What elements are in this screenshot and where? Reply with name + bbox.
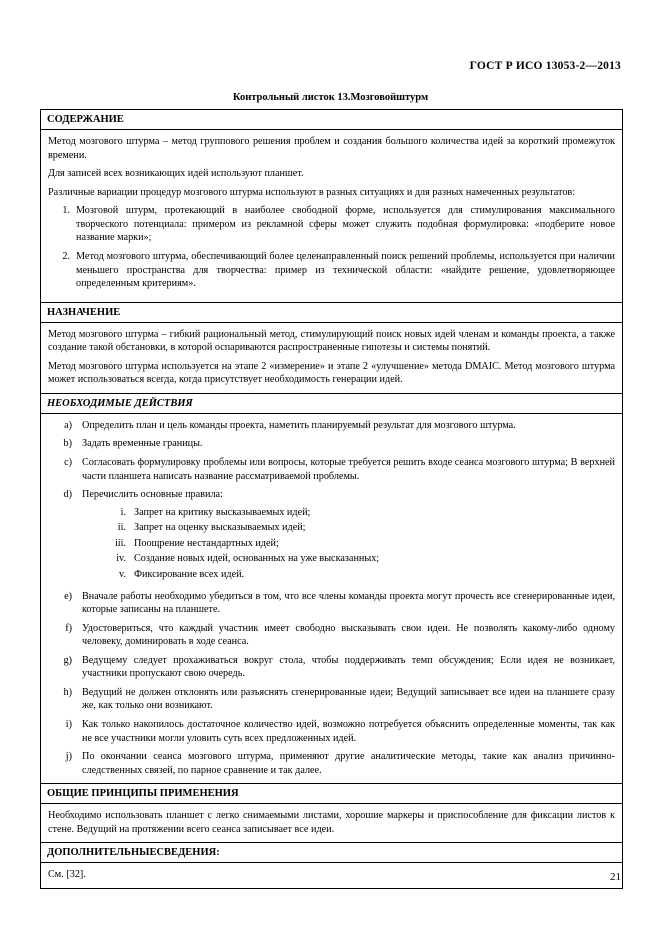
section-general-principles-title: ОБЩИЕ ПРИНЦИПЫ ПРИМЕНЕНИЯ xyxy=(41,784,622,804)
list-item-text: Удостовериться, что каждый участник имеет свободно высказывать свои идеи. Не позволять какому-либо одному человеку, доминировать в ходе сеанса. xyxy=(82,622,615,648)
list-item-text: Вначале работы необходимо убедиться в том, что все члены команды проекта могут прочесть все сгенерированные идеи, которые записаны на планшете. xyxy=(82,590,615,616)
page-number: 21 xyxy=(610,871,621,883)
list-marker: h) xyxy=(63,686,72,698)
list-item xyxy=(48,654,615,681)
section-purpose-body xyxy=(41,323,622,393)
list-item xyxy=(48,590,615,617)
list-item-text: Как только накопилось достаточное количество идей, возможно потребуется объяснить определенные моменты, так как не все участники могли уловить суть всех предложенных идей. xyxy=(82,719,615,744)
list-marker: e) xyxy=(64,590,72,602)
sub-list-item xyxy=(82,552,615,566)
section-general-principles-body xyxy=(41,804,622,842)
sub-list-item-text: Запрет на критику высказываемых идей; xyxy=(134,506,311,518)
list-item xyxy=(48,750,615,777)
list-item-text: Мозговой штурм, протекающий в наиболее свободной форме, используется для стимулирования максимального творческого потенциала: примером из рекламной сферы может служить подобная формулировка: «подберите новое название марки»; xyxy=(76,205,615,244)
sub-list-item-text: Фиксирование всех идей. xyxy=(134,568,245,580)
section-content xyxy=(41,110,622,303)
actions-list xyxy=(48,419,615,777)
section-additional-info-body xyxy=(41,863,622,888)
section-content-body xyxy=(41,130,622,302)
list-item-text xyxy=(82,488,615,584)
list-item xyxy=(48,419,615,433)
list-marker: j) xyxy=(65,751,72,763)
list-item-lead: Перечислить основные правила: xyxy=(82,489,223,501)
list-item-text: По окончании сеанса мозгового штурма, применяют другие аналитические методы, такие как анализ причинно-следственных связей, по парное сравнение и так далее. xyxy=(82,751,615,776)
standard-reference: ГОСТ Р ИСО 13053-2—2013 xyxy=(469,60,621,72)
list-item xyxy=(48,622,615,649)
paragraph: Различные вариации процедур мозгового штурма используют в разных ситуациях и для разных намеченных результатов: xyxy=(48,186,576,198)
paragraph: Метод мозгового штурма используется на этапе 2 «измерение» и этапе 2 «улучшение» метода DMAIC. Метод мозгового штурма может использоваться всегда, когда присутствует необходимость генерации идей. xyxy=(48,360,615,386)
list-marker: 2. xyxy=(62,250,70,262)
section-purpose xyxy=(41,303,622,394)
paragraph: Для записей всех возникающих идей используют планшет. xyxy=(48,168,304,180)
section-additional-info xyxy=(41,843,622,888)
sub-list-marker: iv. xyxy=(116,553,126,565)
list-marker: c) xyxy=(64,457,72,468)
list-marker: 1. xyxy=(62,205,70,217)
list-item xyxy=(48,686,615,713)
list-item xyxy=(48,250,615,291)
list-marker: g) xyxy=(63,654,72,666)
section-purpose-title: НАЗНАЧЕНИЕ xyxy=(41,303,622,323)
list-item-text: Согласовать формулировку проблемы или вопросы, которые требуется решить входе сеанса мозгового штурма; В верхней части планшета написать название рассматриваемой проблемы. xyxy=(82,457,615,482)
list-item-text: Ведущий не должен отклонять или разъяснять сгенерированные идеи; Ведущий записывает все идеи на планшете сразу же, как только они возникают. xyxy=(82,686,615,712)
section-required-actions-title: НЕОБХОДИМЫЕ ДЕЙСТВИЯ xyxy=(41,394,622,414)
paragraph: См. [32]. xyxy=(48,869,86,881)
section-general-principles xyxy=(41,784,622,843)
sub-list-item xyxy=(82,537,615,551)
list-marker: f) xyxy=(65,622,72,634)
list-item xyxy=(48,718,615,745)
rules-sublist xyxy=(82,506,615,582)
list-item xyxy=(48,437,615,451)
list-marker: b) xyxy=(63,438,72,450)
sub-list-marker: ii. xyxy=(117,522,126,534)
paragraph: Необходимо использовать планшет с легко снимаемыми листами, хорошие маркеры и приспособление для фиксации листов к стене. Ведущий на протяжении всего сеанса записывает все идеи. xyxy=(48,810,615,835)
list-item-text: Задать временные границы. xyxy=(82,438,203,450)
sub-list-marker: iii. xyxy=(114,537,126,549)
paragraph: Метод мозгового штурма – гибкий рациональный метод, стимулирующий поиск новых идей членам и команды проекта, а также создание такой обстановки, в которой оспариваются распространенные гипотезы и системы понятий. xyxy=(48,328,615,354)
sub-list-item xyxy=(82,568,615,582)
list-marker: i) xyxy=(65,719,72,730)
sub-list-item xyxy=(82,521,615,535)
checklist-title: Контрольный листок 13.Мозговойштурм xyxy=(232,92,429,103)
checklist-table xyxy=(40,109,623,889)
sub-list-item-text: Запрет на оценку высказываемых идей; xyxy=(134,522,306,534)
sub-list-item xyxy=(82,506,615,520)
list-item xyxy=(48,204,615,245)
paragraph: Метод мозгового штурма – метод группового решения проблем и создания большого количества идей за короткий промежуток времени. xyxy=(48,136,615,161)
list-item-text: Метод мозгового штурма, обеспечивающий более целенаправленный поиск решений проблемы, используется при наличии меньшего пространства для творчества: пример из технической области: «найдите решение, удовлетворяющее определенным критериям». xyxy=(76,250,615,290)
sub-list-item-text: Поощрение нестандартных идей; xyxy=(134,537,279,549)
list-marker: d) xyxy=(63,489,72,501)
sub-list-marker: v. xyxy=(119,568,126,580)
section-content-title: СОДЕРЖАНИЕ xyxy=(41,110,622,130)
section-additional-info-title: ДОПОЛНИТЕЛЬНЫЕСВЕДЕНИЯ: xyxy=(41,843,622,863)
list-item xyxy=(48,456,615,483)
sub-list-item-text: Создание новых идей, основанных на уже высказанных; xyxy=(134,553,380,565)
section-required-actions-body xyxy=(41,414,622,783)
list-item xyxy=(48,488,615,584)
list-item-text: Ведущему следует прохаживаться вокруг стола, чтобы поддерживать темп обсуждения; Если идея не возникает, участники пропускают свою очередь. xyxy=(82,654,615,680)
list-marker: a) xyxy=(64,419,72,431)
section-required-actions xyxy=(41,394,622,784)
sub-list-marker: i. xyxy=(120,506,126,518)
list-item-text: Определить план и цель команды проекта, наметить планируемый результат для мозгового штурма. xyxy=(82,419,516,431)
